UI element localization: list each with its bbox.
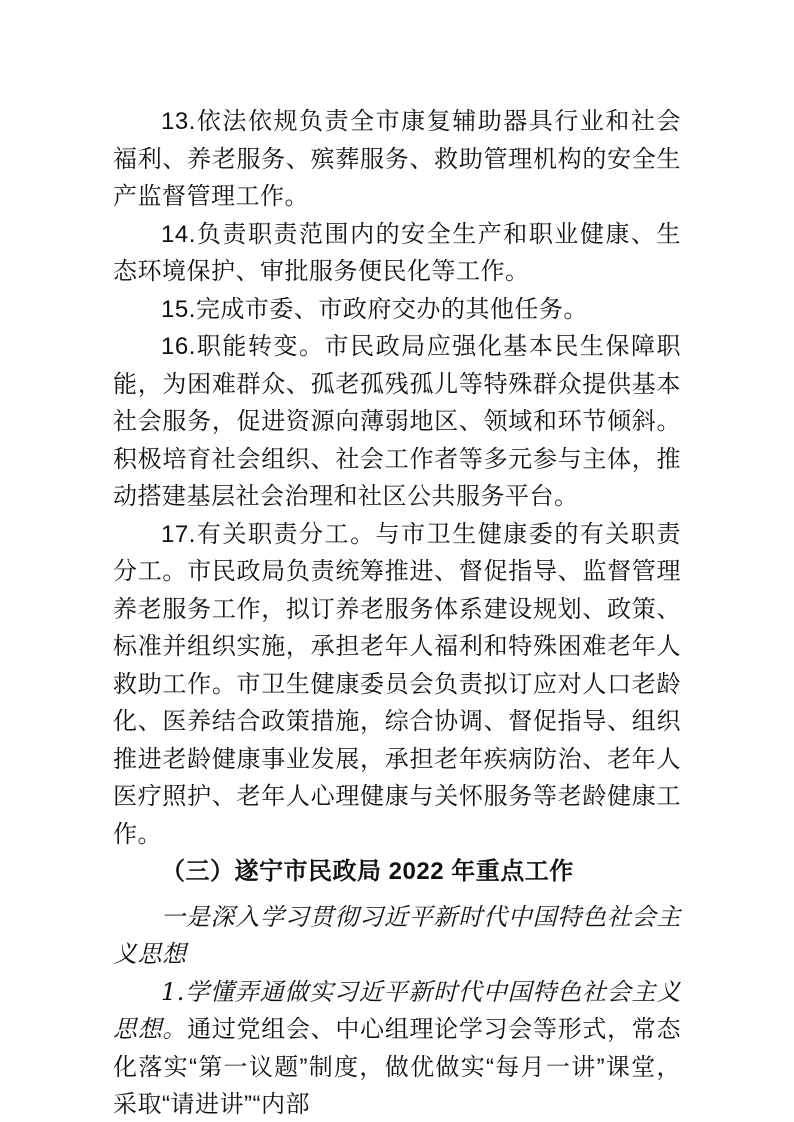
point-1-title: 一是深入学习贯彻习近平新时代中国特色社会主义思想 — [113, 903, 681, 968]
paragraph-14: 14.负责职责范围内的安全生产和职业健康、生态环境保护、审批服务便民化等工作。 — [113, 220, 681, 285]
task-1-body-text: 通过党组会、中心组理论学习会等形式，常态化落实“第一议题”制度，做优做实“每月一讲”课堂，采取“请进讲”“内部 — [113, 1016, 682, 1118]
section-heading: （三）遂宁市民政局 2022 年重点工作 — [161, 858, 574, 885]
paragraph-13: 13.依法依规负责全市康复辅助器具行业和社会福利、养老服务、殡葬服务、救助管理机构的安全生产监督管理工作。 — [113, 108, 681, 210]
paragraph-task-1 — [113, 974, 681, 1122]
task-1-lead-sentence: 1.学懂弄通做实习近平新时代中国特色社会主义思想。 — [113, 977, 681, 1043]
document-content — [113, 103, 681, 1122]
paragraph-15: 15.完成市委、市政府交办的其他任务。 — [161, 295, 588, 323]
paragraph-17: 17.有关职责分工。与市卫生健康委的有关职责分工。市民政局负责统筹推进、督促指导、监督管理养老服务工作，拟订养老服务体系建设规划、政策、标准并组织实施，承担老年人福利和特殊困难老年人救助工作。市卫生健康委员会负责拟订应对人口老龄化、医养结合政策措施，综合协调、督促指导、组织推进老龄健康事业发展，承担老年疾病防治、老年人医疗照护、老年人心理健康与关怀服务等老龄健康工作。 — [113, 520, 681, 848]
paragraph-16: 16.职能转变。市民政局应强化基本民生保障职能，为困难群众、孤老孤残孤儿等特殊群众提供基本社会服务，促进资源向薄弱地区、领域和环节倾斜。积极培育社会组织、社会工作者等多元参与主体，推动搭建基层社会治理和社区公共服务平台。 — [113, 333, 681, 510]
